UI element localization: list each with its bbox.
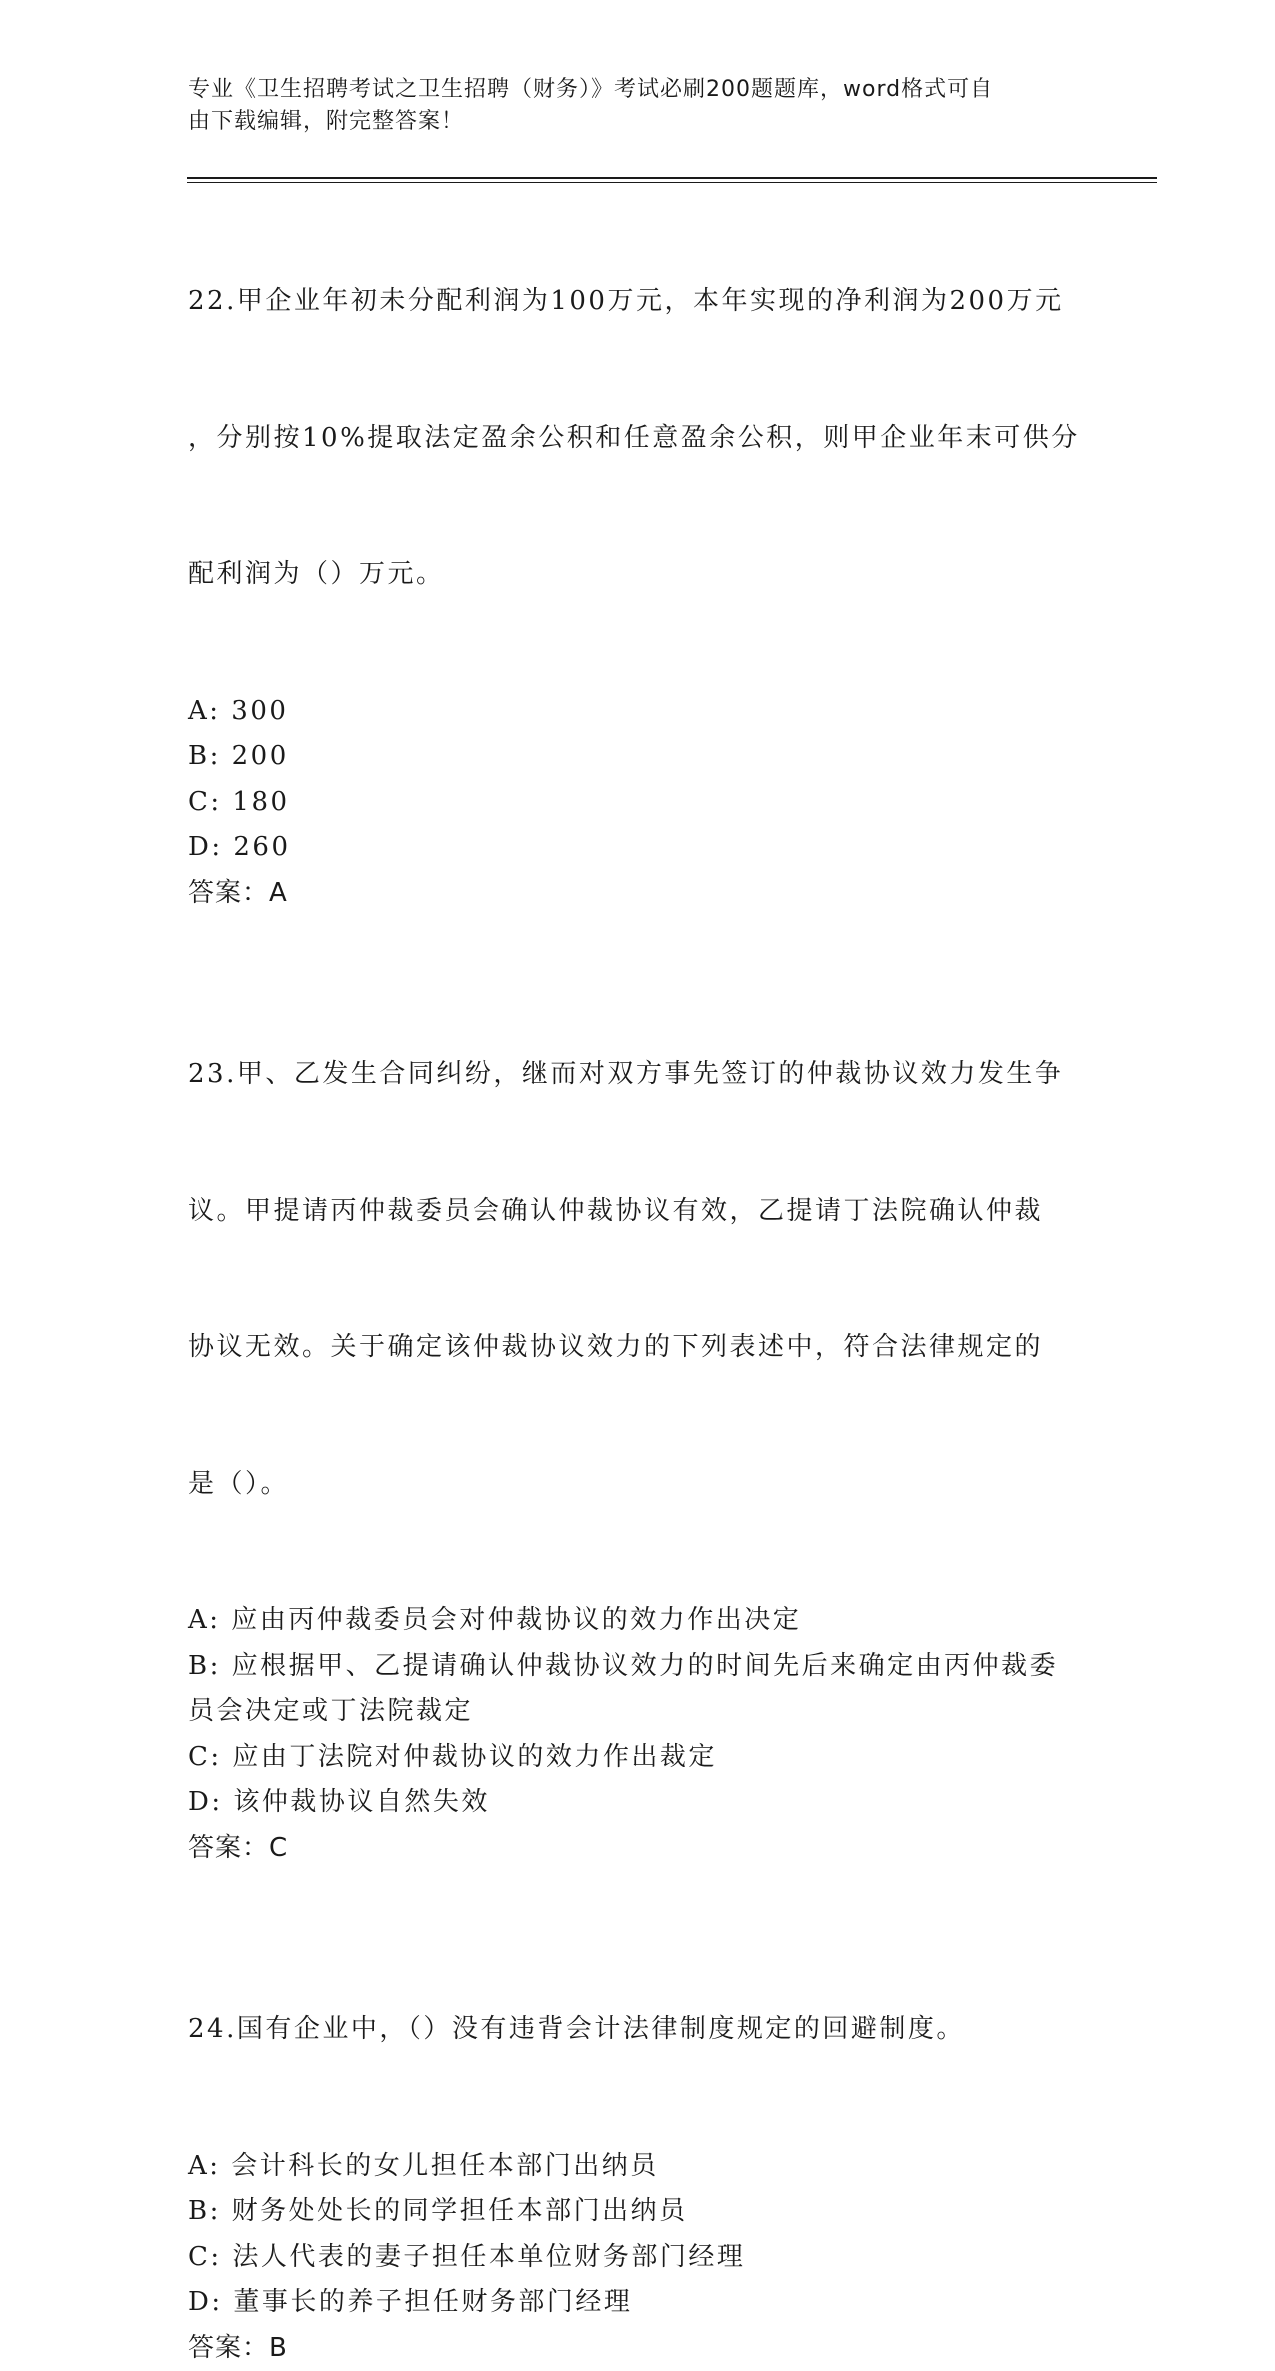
document-header <box>188 74 1068 138</box>
question-22 <box>188 188 1088 916</box>
header-divider-secondary <box>187 182 1157 183</box>
option-a: A: 应由丙仲裁委员会对仲裁协议的效力作出决定 <box>188 1598 1088 1644</box>
stem-line: 是（）。 <box>188 1462 1088 1508</box>
option-d: D: 260 <box>188 825 1088 871</box>
stem-line: 22.甲企业年初未分配利润为100万元，本年实现的净利润为200万元 <box>188 279 1088 325</box>
question-23 <box>188 961 1088 1871</box>
stem-line: 协议无效。关于确定该仲裁协议效力的下列表述中，符合法律规定的 <box>188 1325 1088 1371</box>
answer-line: 答案：B <box>188 2326 1088 2371</box>
stem-line: 23.甲、乙发生合同纠纷，继而对双方事先签订的仲裁协议效力发生争 <box>188 1052 1088 1098</box>
question-spacer <box>188 1871 1088 1916</box>
option-a: A: 300 <box>188 689 1088 735</box>
question-stem <box>188 961 1088 1598</box>
option-c: C: 应由丁法院对仲裁协议的效力作出裁定 <box>188 1735 1088 1781</box>
header-line: 专业《卫生招聘考试之卫生招聘（财务）》考试必刷200题题库，word格式可自 <box>188 74 1068 106</box>
question-list <box>188 188 1088 2371</box>
option-b: B: 应根据甲、乙提请确认仲裁协议效力的时间先后来确定由丙仲裁委 <box>188 1644 1088 1690</box>
option-c: C: 180 <box>188 780 1088 826</box>
question-stem <box>188 188 1088 689</box>
option-b: B: 财务处处长的同学担任本部门出纳员 <box>188 2189 1088 2235</box>
option-c: C: 法人代表的妻子担任本单位财务部门经理 <box>188 2235 1088 2281</box>
stem-line: ，分别按10%提取法定盈余公积和任意盈余公积，则甲企业年末可供分 <box>188 416 1088 462</box>
stem-line: 配利润为（）万元。 <box>188 552 1088 598</box>
question-24 <box>188 1916 1088 2371</box>
stem-line: 议。甲提请丙仲裁委员会确认仲裁协议有效，乙提请丁法院确认仲裁 <box>188 1189 1088 1235</box>
answer-line: 答案：C <box>188 1826 1088 1872</box>
header-divider <box>187 177 1157 179</box>
stem-line: 24.国有企业中，（）没有违背会计法律制度规定的回避制度。 <box>188 2007 1088 2053</box>
option-d: D: 董事长的养子担任财务部门经理 <box>188 2280 1088 2326</box>
option-a: A: 会计科长的女儿担任本部门出纳员 <box>188 2144 1088 2190</box>
option-b-continued: 员会决定或丁法院裁定 <box>188 1689 1088 1735</box>
option-b: B: 200 <box>188 734 1088 780</box>
question-spacer <box>188 916 1088 961</box>
option-d: D: 该仲裁协议自然失效 <box>188 1780 1088 1826</box>
question-stem <box>188 1916 1088 2144</box>
header-line: 由下载编辑，附完整答案！ <box>188 106 1068 138</box>
answer-line: 答案：A <box>188 871 1088 917</box>
